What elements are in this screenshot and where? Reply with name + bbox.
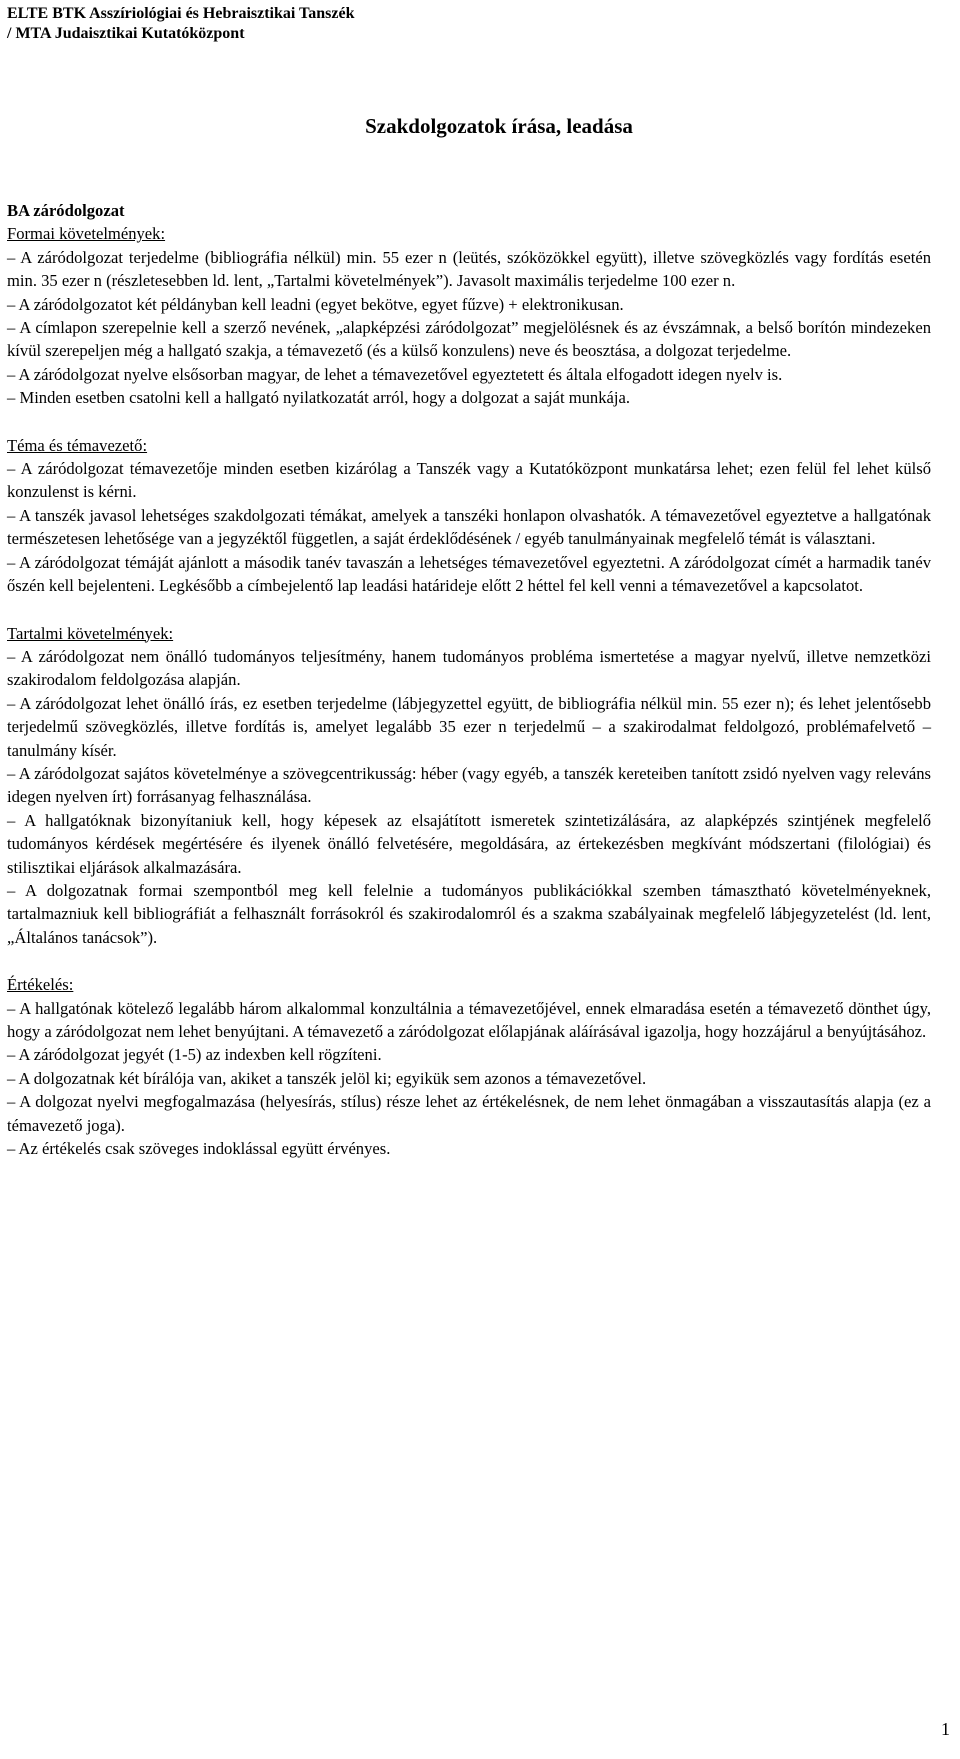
- institution-line-2: / MTA Judaisztikai Kutatóközpont: [7, 25, 245, 42]
- evaluation-item-1: – A hallgatónak kötelező legalább három alkalommal konzultálnia a témavezetőjével, ennek elmaradása esetén a témavezető dönthet úgy, hogy a záródolgozat nem lehet benyújtani. A témavezető a záródolgozat előlapjának aláírásával igazolja, hogy hozzájárul a benyújtásához.: [7, 998, 931, 1041]
- topic-heading: Téma és témavezető:: [7, 435, 148, 455]
- ba-heading: BA záródolgozat: [7, 201, 125, 220]
- content-item-2: – A záródolgozat lehet önálló írás, ez esetben terjedelme (lábjegyzettel együtt, de bibliográfia nélkül min. 55 ezer n); és lehet jelentősebb terjedelmű szövegközlés, illetve fordítás is, amelyet legalább 35 ezer n terjedelmű – a szakirodalmat feldolgozó, problémafelvető – tanulmány kísér.: [7, 693, 931, 760]
- formal-item-1: – A záródolgozat terjedelme (bibliográfia nélkül) min. 55 ezer n (leütés, szóközökkel együtt), illetve szövegközlés vagy fordítás esetén min. 35 ezer n (részletesebben ld. lent, „Tartalmi követelmények”). Javasolt maximális terjedelme 100 ezer n.: [7, 247, 931, 291]
- topic-item-1: – A záródolgozat témavezetője minden esetben kizárólag a Tanszék vagy a Kutatóközpont munkatársa lehet; ezen felül fel lehet külső konzulenst is kérni.: [7, 459, 931, 502]
- main-content: [7, 199, 931, 1160]
- content-item-5: – A dolgozatnak formai szempontból meg kell felelnie a tudományos publikációkkal szemben támasztható követelményeknek, tartalmazniuk kell bibliográfiát a felhasznált forrásokról és szakirodalomról és a szakma szabályainak megfelelő lábjegyzetelést (ld. lent, „Általános tanácsok”).: [7, 880, 931, 947]
- evaluation-item-3: – A dolgozatnak két bírálója van, akiket a tanszék jelöl ki; egyikük sem azonos a témavezetővel.: [7, 1068, 647, 1088]
- institution-header: [7, 4, 354, 44]
- formal-item-4: – A záródolgozat nyelve elsősorban magyar, de lehet a témavezetővel egyeztetett és általa elfogadott idegen nyelv is.: [7, 364, 783, 384]
- topic-item-2: – A tanszék javasol lehetséges szakdolgozati témákat, amelyek a tanszéki honlapon olvashatók. A témavezetővel egyeztetve a hallgatónak természetesen lehetősége van a jegyzéktől független, a saját érdeklődésének / egyéb tanulmányainak megfelelő témát is választani.: [7, 505, 931, 549]
- section-spacer: [7, 949, 931, 973]
- content-item-3: – A záródolgozat sajátos követelménye a szövegcentrikusság: héber (vagy egyéb, a tanszék kereteiben tanított zsidó nyelven vagy releváns idegen nyelven írt) forrásanyag felhasználása.: [7, 763, 931, 807]
- content-requirements-heading: Tartalmi követelmények:: [7, 623, 174, 643]
- section-spacer: [7, 410, 931, 434]
- content-item-1: – A záródolgozat nem önálló tudományos teljesítmény, hanem tudományos probléma ismertetése a magyar nyelvű, illetve nemzetközi szakirodalom feldolgozása alapján.: [7, 646, 931, 690]
- page-title: Szakdolgozatok írása, leadása: [365, 114, 633, 138]
- formal-item-3: – A címlapon szerepelnie kell a szerző nevének, „alapképzési záródolgozat” megjelölésnek és az évszámnak, a belső borítón mindezeken kívül szerepeljen még a hallgató szakja, a témavezető (és a külső konzulens) neve és beosztása, a dolgozat terjedelme.: [7, 318, 931, 361]
- section-spacer: [7, 598, 931, 622]
- evaluation-item-4: – A dolgozat nyelvi megfogalmazása (helyesírás, stílus) része lehet az értékelésnek, de nem lehet önmagában a visszautasítás alapja (ez a témavezető joga).: [7, 1092, 931, 1135]
- formal-requirements-heading: Formai követelmények:: [7, 224, 166, 244]
- evaluation-item-2: – A záródolgozat jegyét (1-5) az indexben kell rögzíteni.: [7, 1045, 382, 1065]
- institution-line-1: ELTE BTK Asszíriológiai és Hebraisztikai Tanszék: [7, 5, 355, 22]
- content-item-4: – A hallgatóknak bizonyítaniuk kell, hogy képesek az elsajátított ismeretek szintetizálására, az alapképzés szintjének megfelelő tudományos kérdések megértésére és ilyenek önálló felvetésére, megoldására, az értekezésben megkívánt módszertani (filológiai) és stilisztikai eljárások alkalmazására.: [7, 810, 931, 877]
- evaluation-item-5: – Az értékelés csak szöveges indoklással együtt érvényes.: [7, 1139, 391, 1159]
- topic-item-3: – A záródolgozat témáját ajánlott a második tanév tavaszán a lehetséges témavezetővel egyeztetni. A záródolgozat címét a harmadik tanév őszén kell bejelenteni. Legkésőbb a címbejelentő lap leadási határideje előtt 2 héttel fel kell venni a témavezetővel a kapcsolatot.: [7, 552, 931, 596]
- formal-item-5: – Minden esetben csatolni kell a hallgató nyilatkozatát arról, hogy a dolgozat a saját munkája.: [7, 388, 630, 408]
- page-number: 1: [941, 1719, 950, 1739]
- formal-item-2: – A záródolgozatot két példányban kell leadni (egyet bekötve, egyet fűzve) + elektronikusan.: [7, 294, 624, 314]
- evaluation-heading: Értékelés:: [7, 975, 74, 995]
